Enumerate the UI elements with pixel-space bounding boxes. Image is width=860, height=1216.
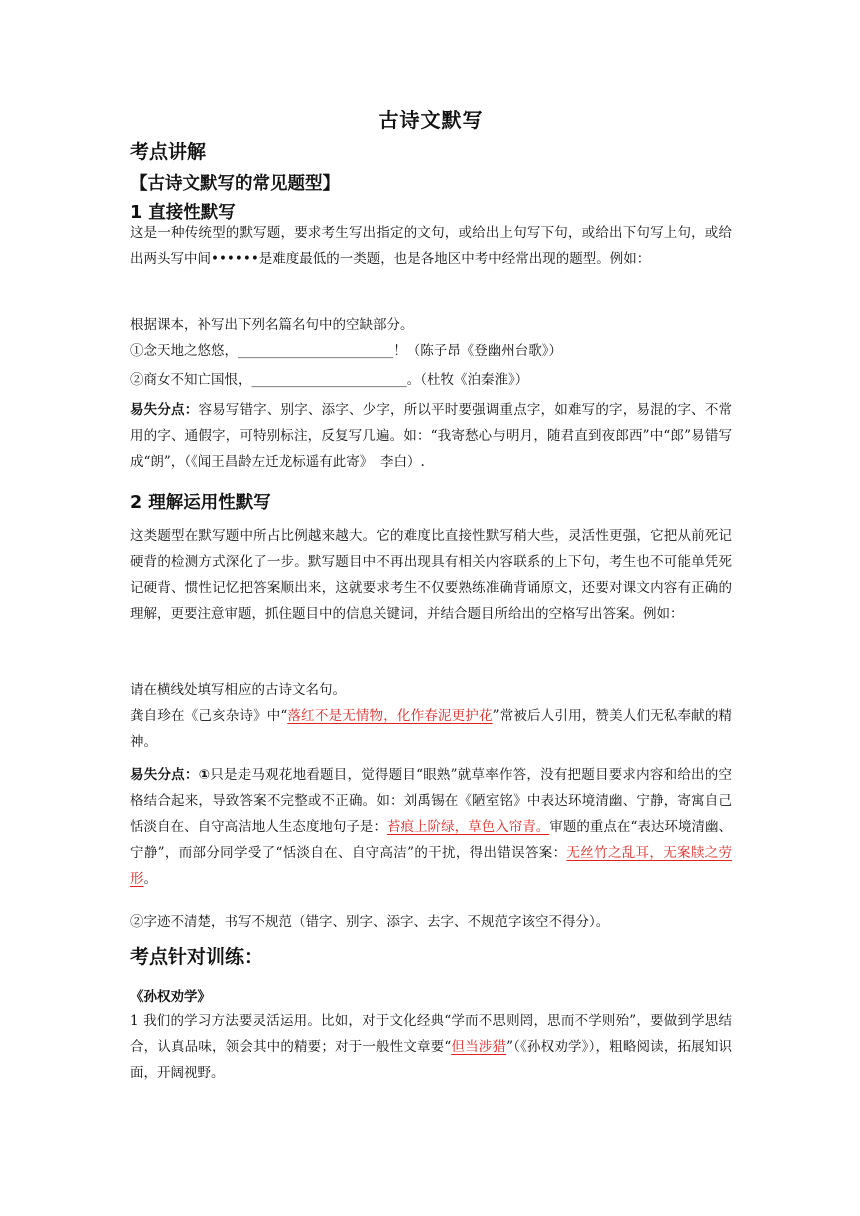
part2-note-2: ②字迹不清楚，书写不规范（错字、别字、添字、去字、不规范字该空不得分）。 <box>130 914 610 930</box>
example-pre: 龚自珍在《己亥杂诗》中“ <box>130 708 288 724</box>
note-answer-2: 无丝竹之乱耳，无案牍之劳形 <box>130 845 732 887</box>
part1-note <box>130 397 732 475</box>
part1-item-2: ②商女不知亡国恨，_______________________。（杜牧《泊秦淮》） <box>130 372 529 388</box>
section-heading-training: 考点针对训练： <box>130 946 264 968</box>
note-text-3: 。 <box>143 871 157 887</box>
part2-intro: 这类题型在默写题中所占比例越来越大。它的难度比直接性默写稍大些，灵活性更强，它把从前死记硬背的检测方式深化了一步。默写题目中不再出现具有相关内容联系的上下句，考生也不可能单凭死记硬背、惯性记忆把答案顺出来，这就要求考生不仅要熟练准确背诵原文，还要对课文内容有正确的理解，更要注意审题，抓住题目中的信息关键词，并结合题目所给出的空格写出答案。例如： <box>130 528 732 622</box>
note-text: 容易写错字、别字、添字、少字，所以平时要强调重点字，如难写的字，易混的字、不常用的字、通假字，可特别标注，反复写几遍。如：“我寄愁心与明月，随君直到夜郎西”中“郎”易错写成“朗”，（《闻王昌龄左迁龙标遥有此寄》 李白）. <box>130 402 733 470</box>
example-post: ”常被后人引用，赞美人们无私奉献的精神。 <box>130 708 732 750</box>
example-answer: 落红不是无情物，化作春泥更护花 <box>287 708 493 724</box>
document-title: 古诗文默写 <box>378 108 484 132</box>
note-label: 易失分点： <box>130 402 199 418</box>
part1-intro: 这是一种传统型的默写题，要求考生写出指定的文句，或给出上句写下句，或给出下句写上句，或给出两头写中间••••••是难度最低的一类题，也是各地区中考中经常出现的题型。例如： <box>130 225 732 267</box>
part1-item-1: ①念天地之悠悠，_______________________！（陈子昂《登幽州台歌》） <box>130 343 562 359</box>
section-heading-explanation: 考点讲解 <box>130 141 207 163</box>
q1-post: ”（《孙权劝学》），粗略阅读，拓展知识面，开阔视野。 <box>130 1039 733 1081</box>
training-question-1 <box>130 1008 732 1086</box>
part2-task: 请在横线处填写相应的古诗文名句。 <box>130 682 346 698</box>
question-types-heading: 【古诗文默写的常见题型】 <box>130 174 340 194</box>
q1-pre: 1 我们的学习方法要灵活运用。比如，对于文化经典“学而不思则罔，思而不学则殆”，要做到学思结合，认真品味，领会其中的精要；对于一般性文章要“ <box>130 1013 732 1055</box>
q1-answer: 但当涉猎 <box>451 1039 507 1055</box>
note-answer-1: 苔痕上阶绿，草色入帘青。 <box>386 819 550 835</box>
part2-note <box>130 762 732 892</box>
part2-example <box>130 703 732 755</box>
part1-task: 根据课本，补写出下列名篇名句中的空缺部分。 <box>130 317 414 333</box>
note-label: 易失分点：① <box>130 767 211 783</box>
part1-heading: 1 直接性默写 <box>130 203 236 223</box>
note-text-2: 审题的重点在“表达环境清幽、宁静”，而部分同学受了“恬淡自在、自守高洁”的干扰，得出错误答案： <box>130 819 733 861</box>
note-text-1: 只是走马观花地看题目，觉得题目“眼熟”就草率作答，没有把题目要求内容和给出的空格结合起来，导致答案不完整或不正确。如：刘禹锡在《陋室铭》中表达环境清幽、宁静，寄寓自己恬淡自在、自守高洁地人生态度地句子是： <box>130 767 732 835</box>
part2-heading: 2 理解运用性默写 <box>130 493 271 513</box>
training-subheading: 《孙权劝学》 <box>130 989 211 1005</box>
